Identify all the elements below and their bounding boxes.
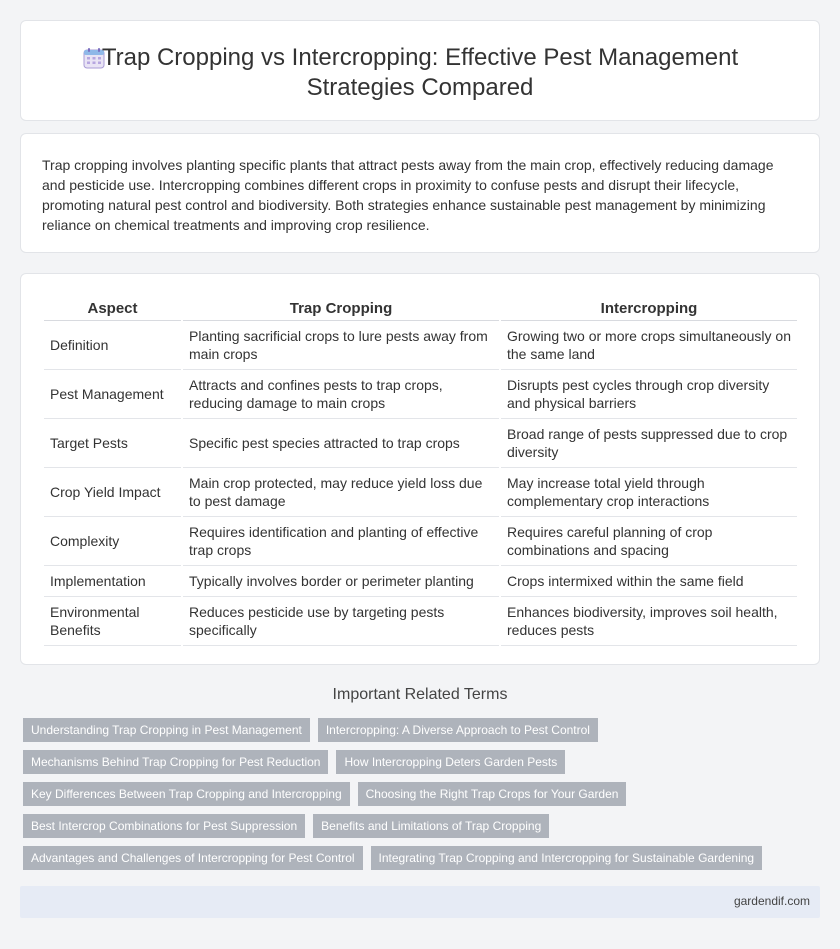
page-title [21, 43, 819, 103]
row-intercropping: May increase total yield through complementary crop interactions [501, 468, 797, 517]
row-intercropping: Requires careful planning of crop combinations and spacing [501, 517, 797, 566]
row-trap-cropping: Attracts and confines pests to trap crops, reducing damage to main crops [183, 370, 499, 419]
table-row [44, 321, 797, 370]
row-trap-cropping: Typically involves border or perimeter planting [183, 566, 499, 597]
comparison-table [42, 293, 799, 646]
related-term-tag[interactable]: Integrating Trap Cropping and Intercropping for Sustainable Gardening [371, 846, 763, 870]
row-trap-cropping: Planting sacrificial crops to lure pests away from main crops [183, 321, 499, 370]
page-title-line-1: Trap Cropping vs Intercropping: Effective Pest Management [101, 44, 739, 71]
row-trap-cropping: Requires identification and planting of effective trap crops [183, 517, 499, 566]
table-header-row [44, 293, 797, 321]
table-row [44, 419, 797, 468]
intro-paragraph: Trap cropping involves planting specific plants that attract pests away from the main crop, effectively reducing damage and pesticide use. Intercropping combines different crops in proximity to confuse pests and disrupt their lifecycle, promoting natural pest control and biodiversity. Both strategies enhance sustainable pest management by minimizing reliance on chemical treatments and improving crop resilience. [42, 157, 774, 233]
row-aspect: Implementation [44, 566, 181, 597]
related-terms-list [23, 718, 803, 878]
table-row [44, 597, 797, 646]
header-card [20, 20, 820, 121]
related-term-tag[interactable]: Advantages and Challenges of Intercropping for Pest Control [23, 846, 363, 870]
row-trap-cropping: Specific pest species attracted to trap crops [183, 419, 499, 468]
row-aspect: Complexity [44, 517, 181, 566]
intro-card [20, 133, 820, 253]
header-aspect: Aspect [44, 293, 181, 321]
row-intercropping: Broad range of pests suppressed due to crop diversity [501, 419, 797, 468]
row-trap-cropping: Main crop protected, may reduce yield loss due to pest damage [183, 468, 499, 517]
table-row [44, 517, 797, 566]
row-intercropping: Disrupts pest cycles through crop diversity and physical barriers [501, 370, 797, 419]
related-terms-heading: Important Related Terms [332, 686, 508, 703]
related-term-tag[interactable]: Key Differences Between Trap Cropping and Intercropping [23, 782, 350, 806]
related-term-tag[interactable]: Intercropping: A Diverse Approach to Pest Control [318, 718, 598, 742]
related-term-tag[interactable]: Benefits and Limitations of Trap Cropping [313, 814, 549, 838]
row-aspect: Environmental Benefits [44, 597, 181, 646]
row-intercropping: Enhances biodiversity, improves soil health, reduces pests [501, 597, 797, 646]
row-aspect: Target Pests [44, 419, 181, 468]
table-row [44, 370, 797, 419]
row-intercropping: Growing two or more crops simultaneously on the same land [501, 321, 797, 370]
page-title-line-2: Strategies Compared [306, 74, 534, 101]
related-term-tag[interactable]: Mechanisms Behind Trap Cropping for Pest Reduction [23, 750, 328, 774]
related-term-tag[interactable]: Best Intercrop Combinations for Pest Suppression [23, 814, 305, 838]
footer-site-link[interactable]: gardendif.com [733, 894, 810, 908]
header-trap-cropping: Trap Cropping [183, 293, 499, 321]
row-trap-cropping: Reduces pesticide use by targeting pests specifically [183, 597, 499, 646]
table-row [44, 566, 797, 597]
row-aspect: Crop Yield Impact [44, 468, 181, 517]
table-row [44, 468, 797, 517]
related-term-tag[interactable]: Choosing the Right Trap Crops for Your Garden [358, 782, 627, 806]
row-aspect: Definition [44, 321, 181, 370]
related-term-tag[interactable]: Understanding Trap Cropping in Pest Management [23, 718, 310, 742]
footer-bar [20, 886, 820, 918]
row-intercropping: Crops intermixed within the same field [501, 566, 797, 597]
row-aspect: Pest Management [44, 370, 181, 419]
comparison-table-card [20, 273, 820, 665]
related-term-tag[interactable]: How Intercropping Deters Garden Pests [336, 750, 565, 774]
header-intercropping: Intercropping [501, 293, 797, 321]
